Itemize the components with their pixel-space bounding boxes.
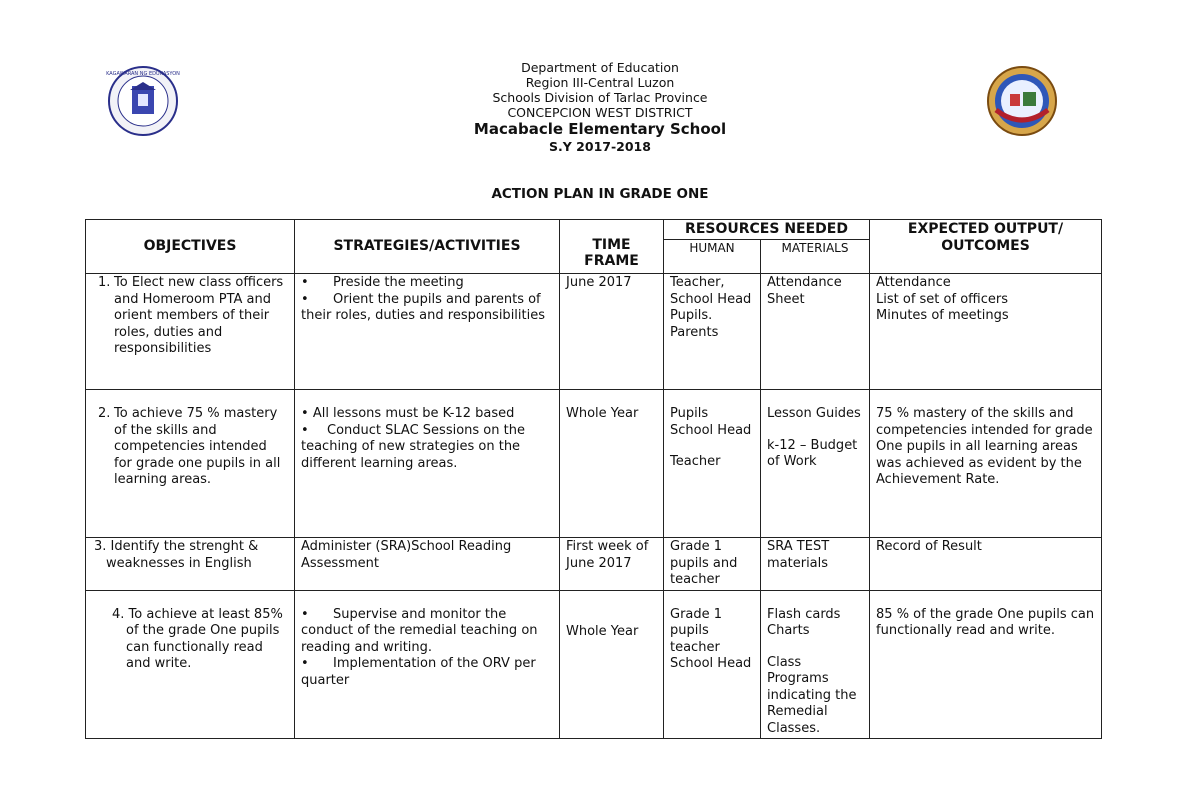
- table-row: 4. To achieve at least 85% of the grade One pupils can functionally read and write. • Supervise and monitor the conduct of the remedial teaching on reading and writing. • Implementation of the ORV per quarter Whole Year Grade 1 pupils teacher School Head Flash cards Charts Class Programs indicating the Remedial Classes. 85 % of the grade One pupils can functionally read and write.: [86, 590, 1102, 739]
- department-name: Department of Education: [521, 60, 679, 75]
- division-name: Schools Division of Tarlac Province: [492, 90, 708, 105]
- district-name: CONCEPCION WEST DISTRICT: [507, 105, 693, 120]
- human-resource: Pupils.: [670, 308, 713, 323]
- objective-text: To Elect new class officers and Homeroom PTA and orient members of their roles, duties and responsibilities: [114, 275, 284, 356]
- objective-text: To achieve 75 % mastery of the skills and competencies intended for grade one pupils in all learning areas.: [114, 406, 281, 487]
- strategy-item: Implementation of the ORV per quarter: [301, 656, 536, 688]
- strategy-item: Supervise and monitor the conduct of the remedial teaching on reading and writing.: [301, 606, 538, 655]
- header-time-frame: TIME FRAME: [560, 220, 664, 274]
- strategy-item: Conduct SLAC Sessions on the teaching of new strategies on the different learning areas.: [301, 422, 525, 471]
- objective-number: 3.: [94, 539, 107, 554]
- human-resource: School Head: [670, 291, 752, 307]
- header-materials: MATERIALS: [761, 240, 870, 274]
- material-resource: Flash cards Charts: [767, 606, 841, 638]
- time-frame: June 2017: [560, 274, 664, 390]
- expected-output: 85 % of the grade One pupils can functionally read and write.: [870, 590, 1102, 739]
- expected-output: 75 % mastery of the skills and competencies intended for grade One pupils in all learning areas was achieved as evident by the Achievement Rate.: [876, 406, 1093, 487]
- human-resource: Teacher,: [670, 275, 725, 290]
- action-plan-table: [85, 219, 1102, 739]
- human-resource: Pupils: [670, 406, 709, 421]
- objective-number: 2.: [98, 406, 111, 421]
- page-title: ACTION PLAN IN GRADE ONE: [491, 186, 709, 202]
- human-resource: Grade 1 pupils and teacher: [664, 538, 761, 591]
- objective-number: 4.: [112, 606, 125, 622]
- strategy-item: Administer (SRA)School Reading Assessment: [295, 538, 560, 591]
- material-resource: Lesson Guides: [767, 406, 861, 421]
- table-row: 2. To achieve 75 % mastery of the skills and competencies intended for grade one pupils in all learning areas. • All lessons must be K-12 based • Conduct SLAC Sessions on the teaching of new strategies on the different learning areas. Whole Year Pupils School Head Teacher Lesson Guides k-12 – Budget of Work 75 % mastery of the skills and competencies intended for grade One pupils in all learning areas was achieved as evident by the Achievement Rate.: [86, 390, 1102, 538]
- objective-number: 1.: [98, 275, 111, 290]
- material-resource: Attendance Sheet: [767, 275, 842, 307]
- strategy-item: Orient the pupils and parents of their roles, duties and responsibilities: [301, 291, 546, 323]
- objective-text: To achieve at least 85% of the grade One pupils can functionally read and write.: [126, 606, 283, 671]
- seal-lettering: KAGAWARAN NG EDUKASYON: [106, 71, 180, 77]
- table-row: [86, 538, 1102, 591]
- expected-output: Record of Result: [870, 538, 1102, 591]
- human-resource: Parents: [670, 324, 719, 340]
- human-resource: Grade 1 pupils teacher School Head: [664, 590, 761, 739]
- material-resource: SRA TEST materials: [761, 538, 870, 591]
- expected-output: Attendance: [876, 275, 951, 290]
- header-human: HUMAN: [664, 240, 761, 274]
- material-resource: k-12 – Budget of Work: [767, 437, 858, 469]
- material-resource: Class Programs indicating the Remedial Classes.: [767, 654, 857, 736]
- header-expected-output: EXPECTED OUTPUT/ OUTCOMES: [870, 220, 1102, 274]
- header-strategies: STRATEGIES/ACTIVITIES: [295, 220, 560, 274]
- time-frame: Whole Year: [560, 390, 664, 538]
- header-objectives: OBJECTIVES: [86, 220, 295, 274]
- strategy-item: Preside the meeting: [333, 275, 464, 290]
- expected-output: Minutes of meetings: [876, 308, 1009, 323]
- human-resource: Teacher: [670, 454, 721, 469]
- objective-text: Identify the strenght & weaknesses in English: [106, 539, 259, 571]
- region-name: Region III-Central Luzon: [525, 75, 675, 90]
- table-row: 1. To Elect new class officers and Homeroom PTA and orient members of their roles, duties and responsibilities • Preside the meeting • Orient the pupils and parents of their roles, duties and responsibilities June 2017 Teacher, School Head Pupils. Parents Attendance Sheet Attendance List of set of officers Minutes of meetings: [86, 274, 1102, 390]
- school-name: Macabacle Elementary School: [473, 120, 727, 138]
- human-resource: School Head: [670, 422, 752, 438]
- time-frame: Whole Year: [560, 590, 664, 739]
- document-header: [0, 60, 1200, 155]
- strategy-item: All lessons must be K-12 based: [312, 406, 515, 421]
- school-year: S.Y 2017-2018: [549, 139, 651, 154]
- header-resources: RESOURCES NEEDED: [664, 220, 870, 240]
- expected-output: List of set of officers: [876, 291, 1008, 307]
- time-frame: First week of June 2017: [560, 538, 664, 591]
